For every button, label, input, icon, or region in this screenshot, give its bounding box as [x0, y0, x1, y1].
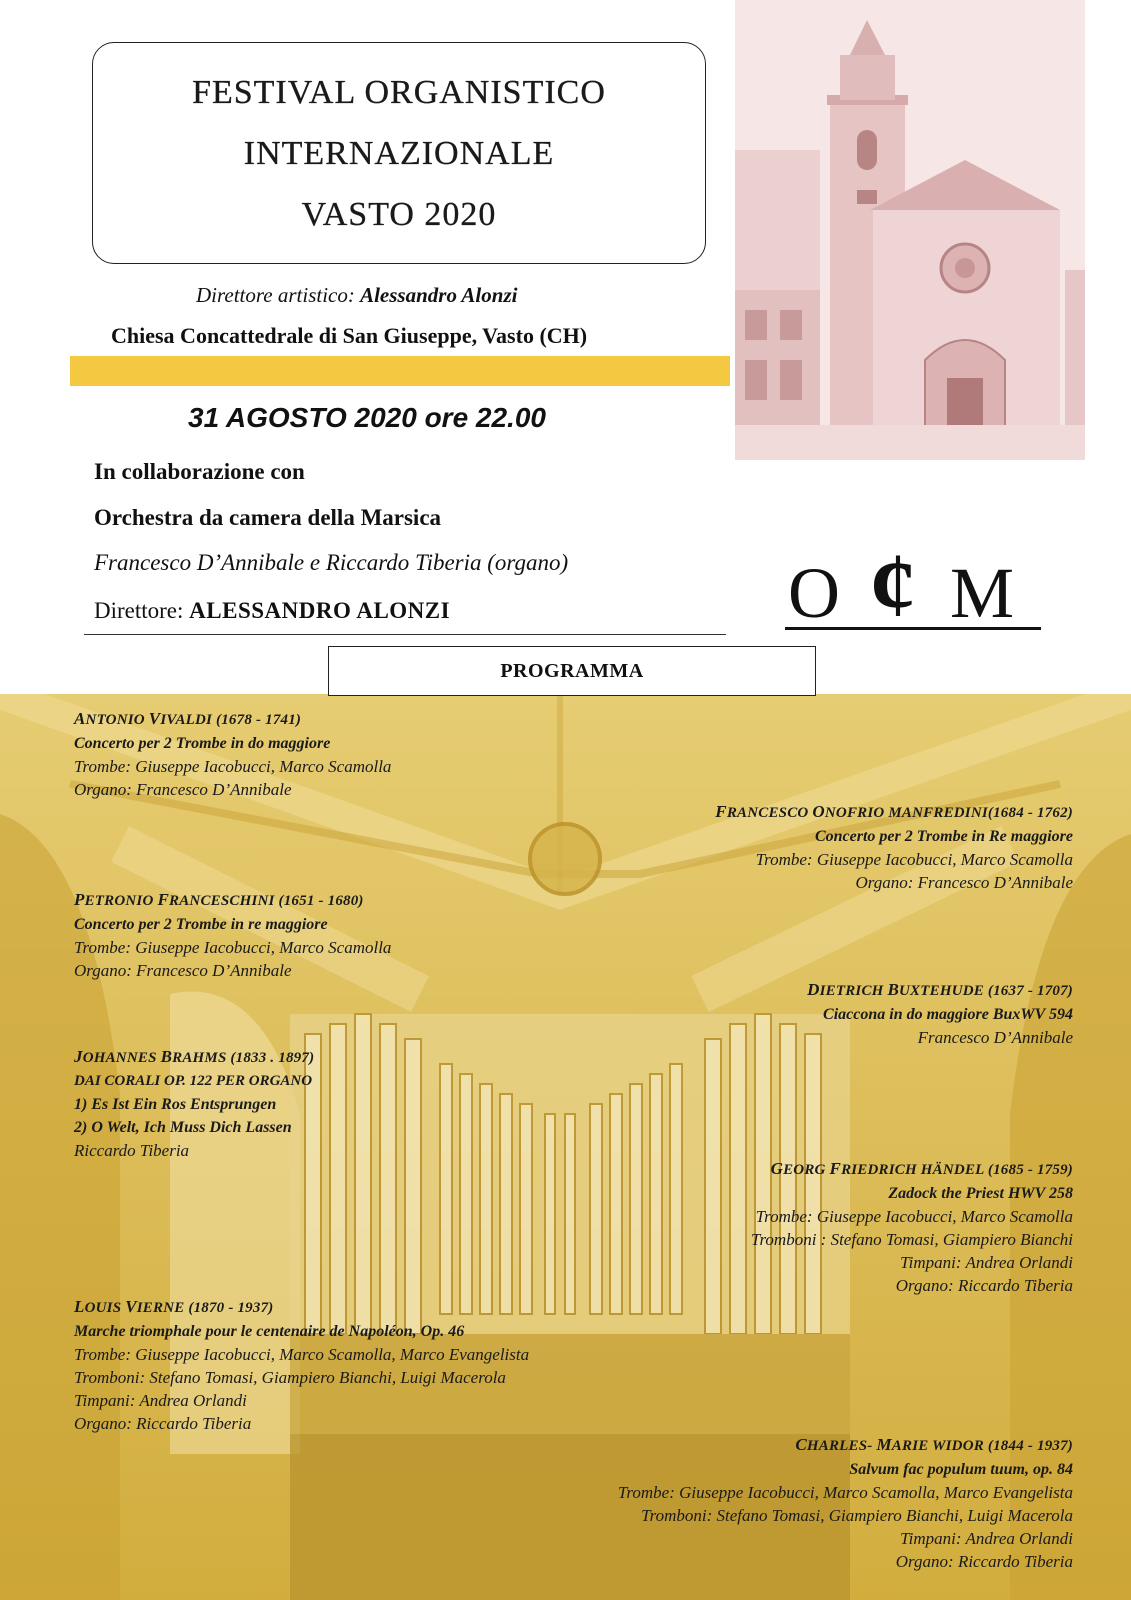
- church-photo: [735, 0, 1085, 460]
- composer-name: JOHANNES BRAHMS (1833 . 1897): [74, 1047, 315, 1066]
- organists-line: Francesco D’Annibale e Riccardo Tiberia (organo): [94, 550, 569, 575]
- performer-line: Trombe: Giuseppe Iacobucci, Marco Scamolla: [755, 850, 1073, 869]
- program-entry-brahms: [74, 1045, 314, 1162]
- performer-line: Organo: Francesco D’Annibale: [855, 873, 1073, 892]
- logo-letter-o: O: [788, 553, 840, 633]
- section-rule: [84, 634, 726, 635]
- program-entry-widor: [618, 1433, 1073, 1573]
- logo-underline: [785, 627, 1041, 630]
- festival-title-box: [92, 42, 706, 264]
- performer-line: Trombe: Giuseppe Iacobucci, Marco Scamolla, Marco Evangelista: [617, 1483, 1073, 1502]
- artistic-director-name: Alessandro Alonzi: [360, 283, 518, 307]
- performer-line: Organo: Riccardo Tiberia: [895, 1276, 1073, 1295]
- composer-name: ANTONIO VIVALDI (1678 - 1741): [74, 709, 302, 728]
- performer-line: Organo: Francesco D’Annibale: [74, 780, 292, 799]
- church-illustration: [735, 0, 1085, 460]
- program-entry-buxtehude: [807, 978, 1073, 1049]
- work-title: 2) O Welt, Ich Muss Dich Lassen: [74, 1119, 292, 1136]
- composer-name: GEORG FRIEDRICH HÄNDEL (1685 - 1759): [770, 1159, 1073, 1178]
- work-title: Ciaccona in do maggiore BuxWV 594: [823, 1006, 1073, 1023]
- festival-title-line-2: INTERNAZIONALE: [243, 134, 555, 172]
- performer-line: Riccardo Tiberia: [74, 1141, 190, 1160]
- composer-name: CHARLES- MARIE WIDOR (1844 - 1937): [795, 1435, 1073, 1454]
- work-title: Concerto per 2 Trombe in re maggiore: [74, 916, 328, 933]
- performer-line: Trombe: Giuseppe Iacobucci, Marco Scamolla, Marco Evangelista: [74, 1345, 530, 1364]
- composer-name: LOUIS VIERNE (1870 - 1937): [74, 1297, 274, 1316]
- conductor-label: Direttore:: [94, 598, 184, 623]
- conductor-name: ALESSANDRO ALONZI: [189, 598, 451, 623]
- logo-letter-c: ¢: [870, 534, 916, 636]
- program-heading: PROGRAMMA: [328, 646, 816, 696]
- conductor-line: [94, 598, 450, 624]
- orchestra-name: Orchestra da camera della Marsica: [94, 505, 442, 530]
- composer-name: DIETRICH BUXTEHUDE (1637 - 1707): [807, 980, 1073, 999]
- concert-date: 31 AGOSTO 2020 ore 22.00: [188, 402, 546, 433]
- artistic-director-label: Direttore artistico:: [196, 283, 355, 307]
- work-title: Salvum fac populum tuum, op. 84: [849, 1461, 1073, 1478]
- performer-line: Timpani: Andrea Orlandi: [900, 1253, 1073, 1272]
- ocm-logo: [785, 534, 1045, 645]
- festival-title-line-3: VASTO 2020: [301, 195, 497, 233]
- program-entry-manfredini: [715, 800, 1073, 894]
- yellow-divider-bar: [70, 356, 730, 386]
- program-entry-franceschini: [74, 888, 391, 982]
- program-entry-vierne: [74, 1295, 529, 1435]
- work-title: Concerto per 2 Trombe in do maggiore: [74, 735, 331, 752]
- work-title: Marche triomphale pour le centenaire de Napoléon, Op. 46: [74, 1323, 465, 1340]
- artistic-director-line: [196, 283, 517, 308]
- performer-line: Trombe: Giuseppe Iacobucci, Marco Scamolla: [74, 757, 392, 776]
- performer-line: Tromboni : Stefano Tomasi, Giampiero Bianchi: [750, 1230, 1073, 1249]
- work-title: 1) Es Ist Ein Ros Entsprungen: [74, 1096, 277, 1113]
- performer-line: Trombe: Giuseppe Iacobucci, Marco Scamolla: [755, 1207, 1073, 1226]
- performer-line: Francesco D’Annibale: [917, 1028, 1073, 1047]
- performer-line: Organo: Francesco D’Annibale: [74, 961, 292, 980]
- work-title: Concerto per 2 Trombe in Re maggiore: [814, 828, 1073, 845]
- performer-line: Timpani: Andrea Orlandi: [900, 1529, 1073, 1548]
- program-entry-handel: [751, 1157, 1073, 1297]
- venue-line: Chiesa Concattedrale di San Giuseppe, Vasto (CH): [111, 323, 588, 348]
- program-entry-vivaldi: [74, 707, 391, 801]
- performer-line: Timpani: Andrea Orlandi: [74, 1391, 247, 1410]
- performer-line: Tromboni: Stefano Tomasi, Giampiero Bianchi, Luigi Macerola: [641, 1506, 1073, 1525]
- festival-title-line-1: FESTIVAL ORGANISTICO: [192, 73, 606, 111]
- composer-name: FRANCESCO ONOFRIO MANFREDINI(1684 - 1762): [715, 802, 1073, 821]
- composer-name: PETRONIO FRANCESCHINI (1651 - 1680): [74, 890, 364, 909]
- collaboration-intro: In collaborazione con: [94, 459, 305, 484]
- performer-line: Trombe: Giuseppe Iacobucci, Marco Scamolla: [74, 938, 392, 957]
- performer-line: Organo: Riccardo Tiberia: [74, 1414, 252, 1433]
- logo-letter-m: M: [950, 553, 1015, 633]
- performer-line: Tromboni: Stefano Tomasi, Giampiero Bianchi, Luigi Macerola: [74, 1368, 506, 1387]
- work-subtitle: DAI CORALI OP. 122 PER ORGANO: [74, 1073, 313, 1089]
- performer-line: Organo: Riccardo Tiberia: [895, 1552, 1073, 1571]
- work-title: Zadock the Priest HWV 258: [888, 1185, 1073, 1202]
